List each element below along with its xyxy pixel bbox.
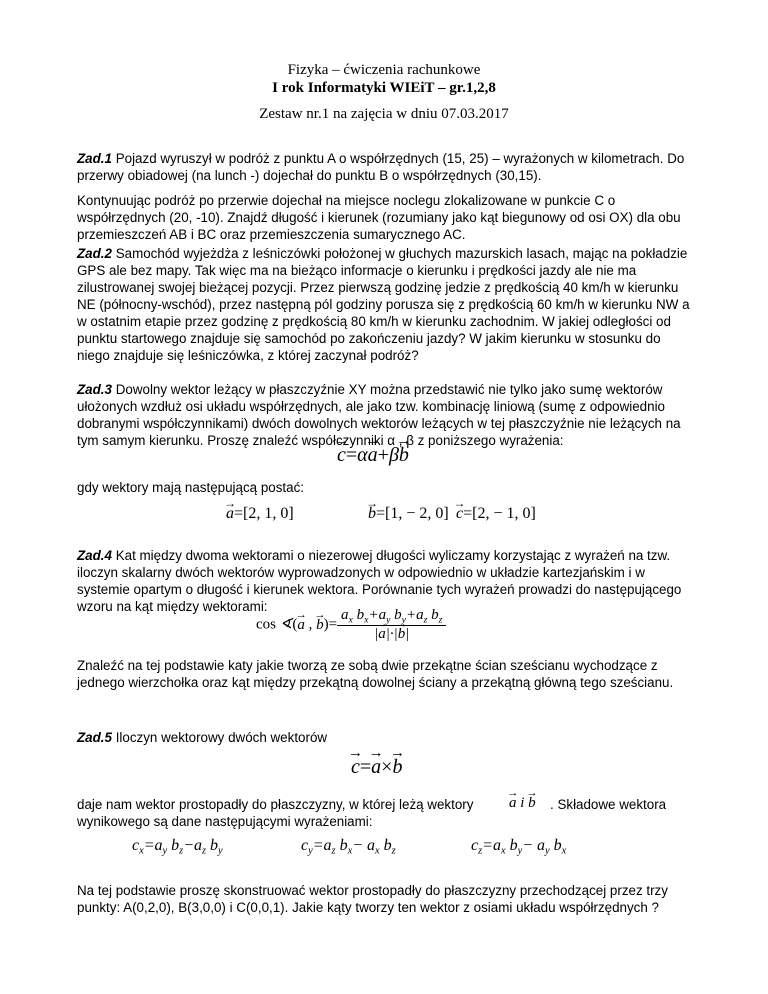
vector-b-def: b →=[1, − 2, 0] [368,505,449,523]
zad5-label: Zad.5 [77,730,112,745]
cz-formula: $c_z=a_x$ $b_y- a_y$ $b_x$ [471,837,567,857]
zad1-paragraph-1 [77,150,697,184]
zad2-paragraph [77,245,697,364]
zad4-text: Kat między dwoma wektorami o niezerowej długości wyliczamy korzystając z wyrażeń na tzw. iloczyn skalarny dwóch wektorów wyprowadzonych w odpowiednio w układzie kartezjańskim i w systemie opartym o długość i kierunek wektora. Porównanie tych wyrażeń prowadzi do następującego wzoru na kąt między wektorami: [77,548,682,614]
zad4-text-2: Znaleźć na tej podstawie katy jakie tworzą ze sobą dwie przekątne ścian sześcianu wychodzące z jednego wierzchołka oraz kąt między przekątną dowolnej ściany a przekątną główną tego sześcianu. [77,658,674,690]
zad1-text-1: Pojazd wyruszył w podróż z punktu A o współrzędnych (15, 25) – wyrażonych w kilometrach. Do przerwy obiadowej (na lunch -) dojechał do punktu B o współrzędnych (30,15). [77,151,685,183]
zad4-label: Zad.4 [77,548,112,563]
vectors-a-b-inline: a → i b → [509,795,536,812]
page-subtitle: I rok Informatyki WIEiT – gr.1,2,8 [272,80,496,96]
zad5-text-2: daje nam wektor prostopadły do płaszczyzny, w której leżą wektory [77,797,474,812]
zad3-paragraph [77,381,697,449]
zad5-text-3: . Składowe wektora [550,797,667,812]
zad3-text: Dowolny wektor leżący w płaszczyźnie XY można przedstawić nie tylko jako sumę wektorów ułożonych wzdłuż osi układu współrzędnych, ale jako tzw. kombinację liniową (sumę z odpowiednio dobranymi współczynnikami) dwóch dowolnych wektorów leżących w tej płaszczyźnie nie leżących na tym samym kierunku. Proszę znaleźć współczynniki α , β z poniższego wyrażenia: [77,382,681,448]
zad1-label: Zad.1 [77,151,112,166]
cx-formula: $c_x=a_y$ $b_z-a_z$ $b_y$ [132,837,223,857]
zad5-paragraph [77,729,697,746]
zad3-label: Zad.3 [77,382,112,397]
zad5-text-5: Na tej podstawie proszę skonstruować wektor prostopadły do płaszczyzny przechodzącej przez trzy punkty: A(0,2,0), B(3,0,0) i C(0,0,1). Jakie kąty tworzy ten wektor z osiami układu współrzędnych ? [77,883,668,915]
cross-product-equation: c →=a →×b → [351,756,402,779]
vector-c-def: c →=[2, − 1, 0] [456,505,536,523]
zad4-paragraph [77,547,697,615]
zad3-equation: c →=αa →+βb → [337,444,409,467]
zad1-text-2: Kontynuując podróż po przerwie dojechał na miejsce noclegu zlokalizowane w punkcie C o współrzędnych (20, -10). Znajdź długość i kierunek (rozumiany jako kąt biegunowy od osi OX) dla obu przemieszczeń AB i BC oraz przemieszczenia sumarycznego AC. [77,193,681,242]
date-line: Zestaw nr.1 na zajęcia w dniu 07.03.2017 [259,106,509,122]
page-title: Fizyka – ćwiczenia rachunkowe [287,62,481,78]
zad3-text-2: gdy wektory mają następującą postać: [77,480,305,495]
zad2-label: Zad.2 [77,246,112,261]
zad5-text: Iloczyn wektorowy dwóch wektorów [111,730,328,745]
zad2-text: Samochód wyjeżdża z leśniczówki położonej w głuchych mazurskich lasach, mając na pokładzie GPS ale bez mapy. Tak więc ma na bieżąco informacje o kierunku i prędkości jazdy ale nie ma zilustrowanej swojej bieżącej pozycji. Przez pierwszą godzinę jedzie z prędkością 40 km/h w kierunku NE (północny-wschód), przez następną pól godziny porusza się z prędkością 60 km/h w kierunku NW a w ostatnim etapie przez godzinę z prędkością 80 km/h w kierunku zachodnim. W jakiej odległości od punktu startowego znajduje się samochód po zakończeniu jazdy? W jakim kierunku w stosunku do niego znajduje się leśniczówka, z której zaczynał podróż? [77,246,690,363]
vector-a-def: a →=[2, 1, 0] [226,505,294,523]
zad5-text-4: wynikowego są dane następującymi wyrażeniami: [77,814,373,829]
cy-formula: $c_y=a_z$ $b_x- a_x$ $b_z$ [301,837,396,857]
angle-formula: cos ∢(a → , b →)= $\frac{a_x b_x+a_y b_y+a_z b_z}{|a \to|\cdot|b \to|}$ [256,607,446,643]
